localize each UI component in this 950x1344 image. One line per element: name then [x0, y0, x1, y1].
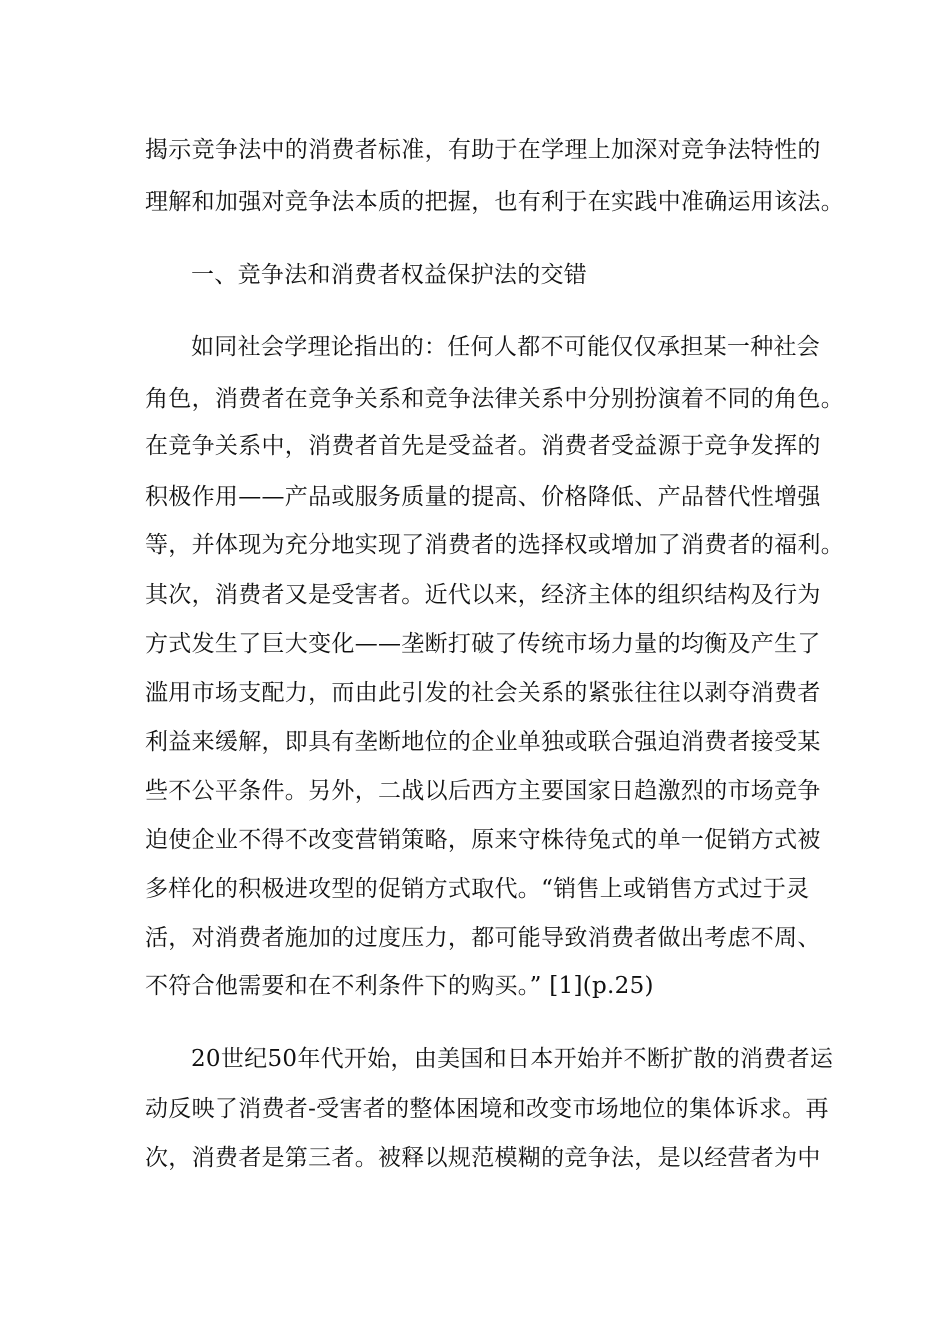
paragraph-line: 积极作用——产品或服务质量的提高、价格降低、产品替代性增强 [145, 484, 821, 510]
paragraph-line: 不符合他需要和在不利条件下的购买。” [1](p.25) [145, 973, 654, 999]
paragraph-line: 活，对消费者施加的过度压力，都可能导致消费者做出考虑不周、 [145, 925, 821, 951]
paragraph-line: 理解和加强对竞争法本质的把握，也有利于在实践中准确运用该法。 [145, 189, 844, 215]
paragraph-line: 在竞争关系中，消费者首先是受益者。消费者受益源于竞争发挥的 [145, 433, 821, 459]
paragraph-line: 等，并体现为充分地实现了消费者的选择权或增加了消费者的福利。 [145, 532, 844, 558]
paragraph-line: 角色，消费者在竞争关系和竞争法律关系中分别扮演着不同的角色。 [145, 386, 844, 412]
paragraph-line: 些不公平条件。另外，二战以后西方主要国家日趋激烈的市场竞争 [145, 778, 821, 804]
paragraph-line: 揭示竞争法中的消费者标准，有助于在学理上加深对竞争法特性的 [145, 137, 821, 163]
paragraph-line: 如同社会学理论指出的：任何人都不可能仅仅承担某一种社会 [191, 334, 821, 360]
paragraph-line: 动反映了消费者-受害者的整体困境和改变市场地位的集体诉求。再 [145, 1096, 829, 1122]
section-heading: 一、竞争法和消费者权益保护法的交错 [191, 262, 588, 288]
paragraph-line: 次，消费者是第三者。被释以规范模糊的竞争法，是以经营者为中 [145, 1145, 821, 1171]
paragraph-line: 多样化的积极进攻型的促销方式取代。“销售上或销售方式过于灵 [145, 876, 810, 902]
paragraph-line: 方式发生了巨大变化——垄断打破了传统市场力量的均衡及产生了 [145, 631, 821, 657]
paragraph-line: 其次，消费者又是受害者。近代以来，经济主体的组织结构及行为 [145, 582, 821, 608]
paragraph-line: 利益来缓解，即具有垄断地位的企业单独或联合强迫消费者接受某 [145, 729, 821, 755]
paragraph-line: 迫使企业不得不改变营销策略，原来守株待兔式的单一促销方式被 [145, 827, 821, 853]
paragraph-line: 20世纪50年代开始，由美国和日本开始并不断扩散的消费者运 [191, 1046, 834, 1072]
paragraph-line: 滥用市场支配力，而由此引发的社会关系的紧张往往以剥夺消费者 [145, 680, 821, 706]
